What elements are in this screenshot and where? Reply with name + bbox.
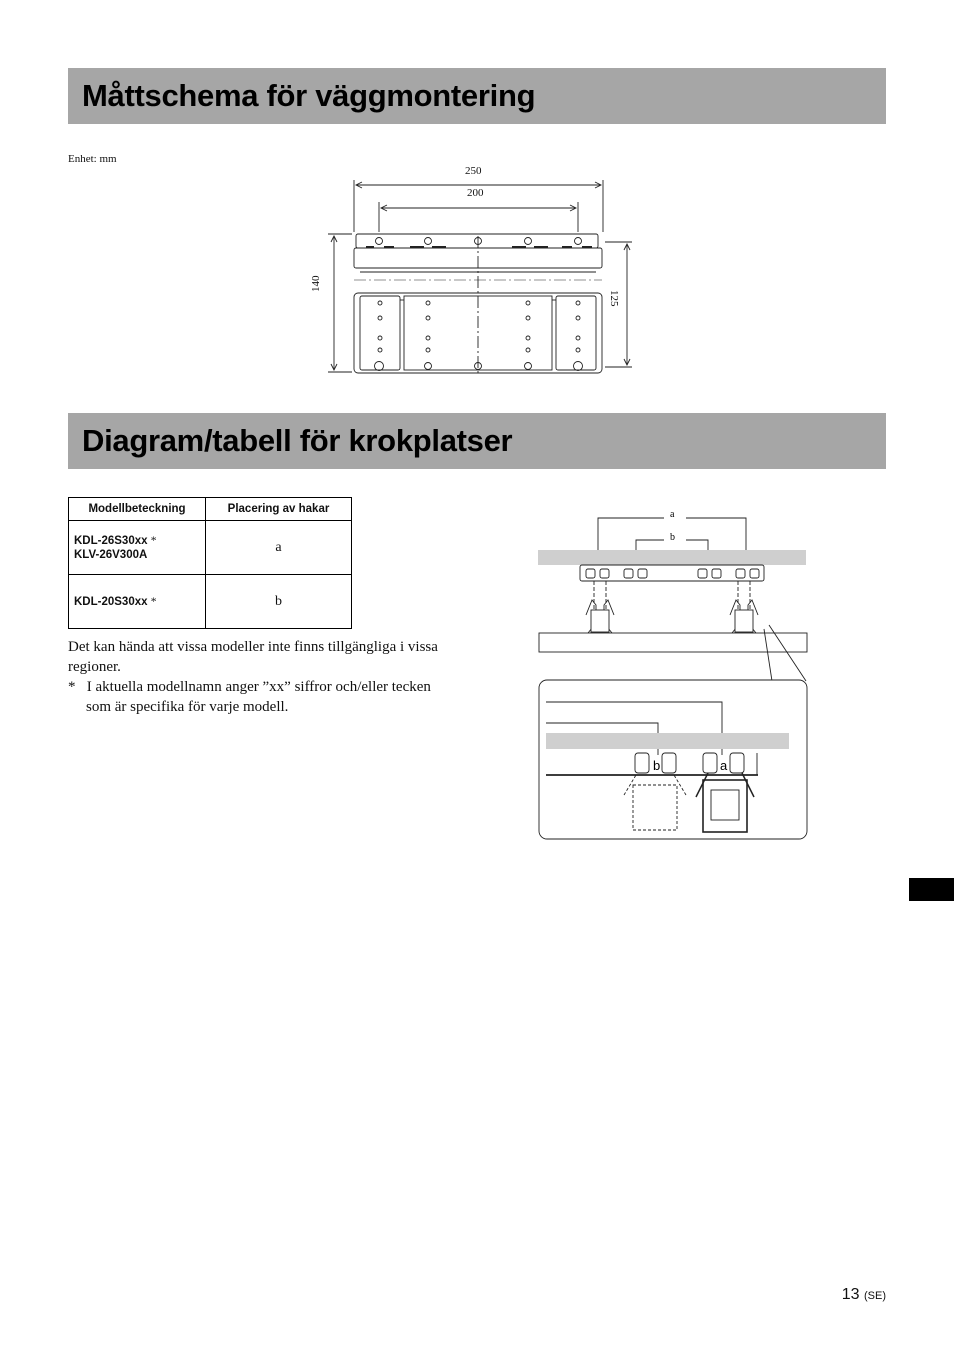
page-number-value: 13	[841, 1286, 860, 1303]
footnote-text: I aktuella modellnamn anger ”xx” siffror och/eller tecken som är specifika för varje modell.	[86, 679, 431, 715]
label-b: b	[670, 532, 675, 543]
table-row	[69, 521, 352, 575]
model-name: KDL-26S30xx	[74, 534, 148, 547]
table-header: Placering av hakar	[206, 498, 352, 521]
dimension-height-left: 140	[310, 275, 322, 292]
table-cell-placement: b	[206, 575, 352, 629]
dimension-width-outer: 250	[465, 165, 482, 177]
footnote	[68, 677, 438, 717]
unit-label: Enhet: mm	[68, 153, 117, 165]
section-banner-hook-locations	[68, 413, 886, 469]
table-header-row	[69, 498, 352, 521]
model-name: KDL-20S30xx	[74, 595, 148, 608]
asterisk: *	[150, 534, 157, 547]
dimension-height-right: 125	[608, 290, 620, 307]
dimension-width-inner: 200	[467, 187, 484, 199]
hook-location-diagram	[536, 505, 810, 845]
table-cell-model	[69, 575, 206, 629]
hook-location-table	[68, 497, 352, 629]
table-cell-model	[69, 521, 206, 575]
section-title: Måttschema för väggmontering	[82, 78, 536, 113]
model-name: KLV-26V300A	[74, 548, 148, 561]
page-region: (SE)	[864, 1290, 886, 1302]
asterisk: *	[150, 595, 157, 608]
table-row	[69, 575, 352, 629]
detail-label-a: a	[720, 758, 728, 773]
section-tab-marker	[909, 878, 954, 901]
footnote-mark: *	[68, 679, 76, 695]
detail-label-b: b	[653, 758, 661, 773]
section-banner-wall-mount	[68, 68, 886, 124]
availability-note: Det kan hända att vissa modeller inte finns tillgängliga i vissa regioner.	[68, 639, 438, 675]
section-title: Diagram/tabell för krokplatser	[82, 423, 513, 458]
table-header: Modellbeteckning	[69, 498, 206, 521]
page-number	[842, 1286, 886, 1304]
table-cell-placement: a	[206, 521, 352, 575]
notes	[68, 637, 438, 717]
label-a: a	[670, 509, 675, 520]
